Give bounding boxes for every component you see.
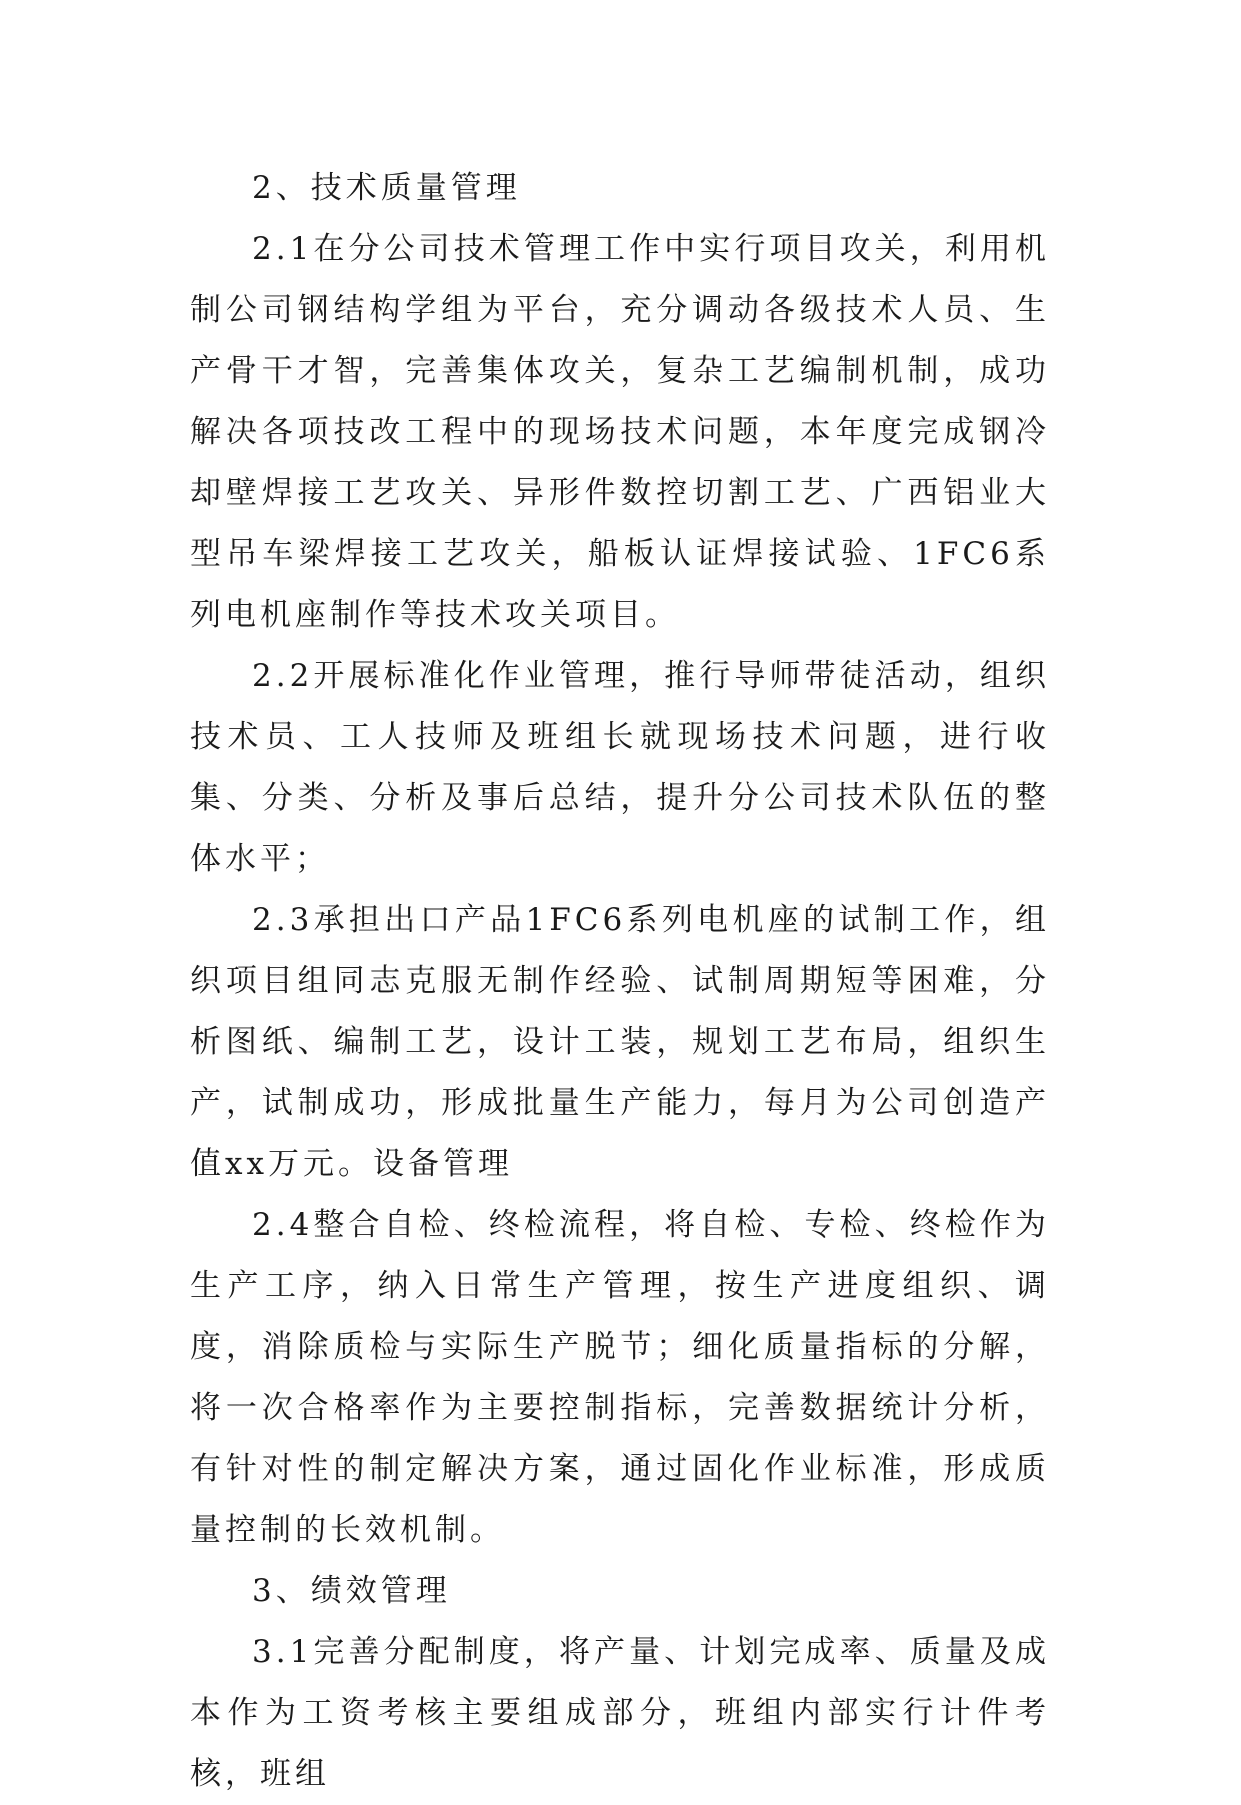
paragraph-2-4: 2.4整合自检、终检流程，将自检、专检、终检作为生产工序，纳入日常生产管理，按生产进度组织、调度，消除质检与实际生产脱节；细化质量指标的分解，将一次合格率作为主要控制指标，完善数据统计分析，有针对性的制定解决方案，通过固化作业标准，形成质量控制的长效机制。 [190, 1207, 1050, 1548]
paragraph-3-1: 3.1完善分配制度，将产量、计划完成率、质量及成本作为工资考核主要组成部分，班组内部实行计件考核，班组 [190, 1634, 1050, 1792]
document-body [190, 158, 1050, 1805]
section-heading-technical-quality: 2、技术质量管理 [252, 170, 521, 206]
paragraph-2-1: 2.1在分公司技术管理工作中实行项目攻关，利用机制公司钢结构学组为平台，充分调动各级技术人员、生产骨干才智，完善集体攻关，复杂工艺编制机制，成功解决各项技改工程中的现场技术问题，本年度完成钢冷却壁焊接工艺攻关、异形件数控切割工艺、广西铝业大型吊车梁焊接工艺攻关，船板认证焊接试验、1FC6系列电机座制作等技术攻关项目。 [190, 231, 1050, 633]
section-heading-performance: 3、绩效管理 [252, 1573, 451, 1609]
paragraph-2-3: 2.3承担出口产品1FC6系列电机座的试制工作，组织项目组同志克服无制作经验、试制周期短等困难，分析图纸、编制工艺，设计工装，规划工艺布局，组织生产，试制成功，形成批量生产能力，每月为公司创造产值xx万元。设备管理 [190, 902, 1050, 1182]
paragraph-2-2: 2.2开展标准化作业管理，推行导师带徒活动，组织技术员、工人技师及班组长就现场技术问题，进行收集、分类、分析及事后总结，提升分公司技术队伍的整体水平； [190, 658, 1050, 877]
